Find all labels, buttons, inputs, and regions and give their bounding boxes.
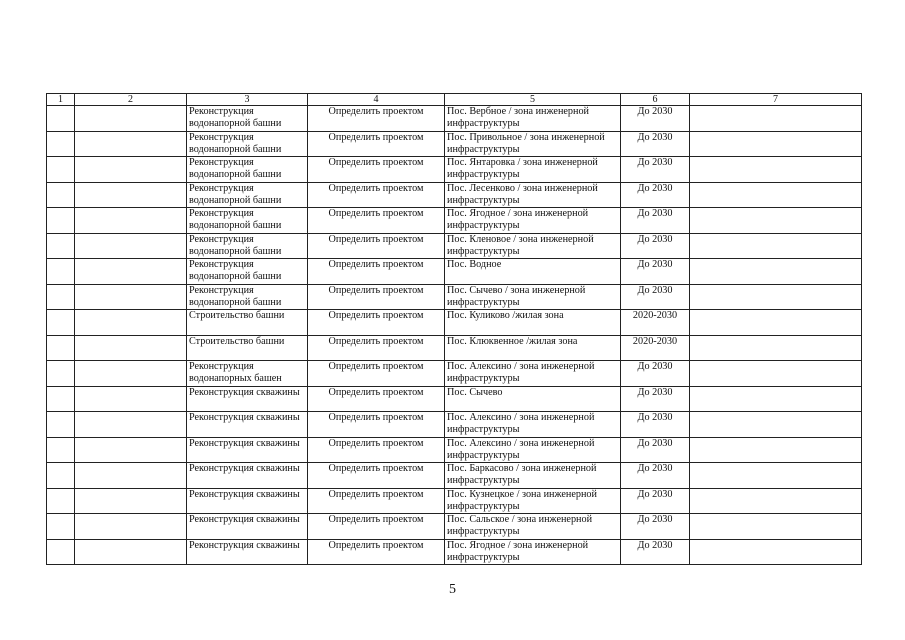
table-row	[47, 488, 862, 514]
table-row	[47, 335, 862, 361]
cell-deadline: До 2030	[621, 208, 690, 234]
cell-parameters: Определить проектом	[308, 131, 445, 157]
table-row	[47, 259, 862, 285]
column-header-6: 6	[621, 94, 690, 106]
cell-work-type: Реконструкция водонапорной башни	[187, 284, 308, 310]
cell-col2	[75, 131, 187, 157]
cell-col7	[690, 514, 862, 540]
cell-col7	[690, 437, 862, 463]
cell-location: Пос. Кленовое / зона инженерной инфраструктуры	[445, 233, 621, 259]
cell-col1	[47, 106, 75, 132]
column-header-1: 1	[47, 94, 75, 106]
cell-deadline: До 2030	[621, 514, 690, 540]
cell-parameters: Определить проектом	[308, 539, 445, 565]
cell-location: Пос. Сальское / зона инженерной инфраструктуры	[445, 514, 621, 540]
cell-col1	[47, 539, 75, 565]
cell-col2	[75, 437, 187, 463]
cell-parameters: Определить проектом	[308, 386, 445, 412]
cell-location: Пос. Ягодное / зона инженерной инфраструктуры	[445, 539, 621, 565]
cell-parameters: Определить проектом	[308, 157, 445, 183]
cell-location: Пос. Ягодное / зона инженерной инфраструктуры	[445, 208, 621, 234]
cell-deadline: До 2030	[621, 361, 690, 387]
cell-col1	[47, 514, 75, 540]
cell-work-type: Реконструкция скважины	[187, 539, 308, 565]
cell-deadline: До 2030	[621, 539, 690, 565]
cell-location: Пос. Алексино / зона инженерной инфраструктуры	[445, 361, 621, 387]
cell-location: Пос. Алексино / зона инженерной инфраструктуры	[445, 412, 621, 438]
cell-work-type: Реконструкция водонапорной башни	[187, 182, 308, 208]
cell-col2	[75, 335, 187, 361]
cell-work-type: Реконструкция водонапорной башни	[187, 131, 308, 157]
cell-work-type: Реконструкция водонапорных башен	[187, 361, 308, 387]
column-header-2: 2	[75, 94, 187, 106]
cell-parameters: Определить проектом	[308, 182, 445, 208]
cell-col2	[75, 361, 187, 387]
cell-col7	[690, 539, 862, 565]
cell-location: Пос. Сычево / зона инженерной инфраструктуры	[445, 284, 621, 310]
cell-col2	[75, 233, 187, 259]
cell-location: Пос. Сычево	[445, 386, 621, 412]
cell-parameters: Определить проектом	[308, 259, 445, 285]
cell-deadline: До 2030	[621, 386, 690, 412]
column-header-4: 4	[308, 94, 445, 106]
table-row	[47, 386, 862, 412]
table-row	[47, 412, 862, 438]
table-row	[47, 208, 862, 234]
cell-deadline: 2020-2030	[621, 310, 690, 336]
cell-col1	[47, 361, 75, 387]
cell-col2	[75, 259, 187, 285]
cell-col1	[47, 310, 75, 336]
cell-deadline: До 2030	[621, 106, 690, 132]
cell-work-type: Реконструкция скважины	[187, 488, 308, 514]
column-header-7: 7	[690, 94, 862, 106]
cell-col1	[47, 488, 75, 514]
cell-location: Пос. Вербное / зона инженерной инфраструктуры	[445, 106, 621, 132]
cell-parameters: Определить проектом	[308, 310, 445, 336]
cell-col2	[75, 412, 187, 438]
table-row	[47, 310, 862, 336]
cell-parameters: Определить проектом	[308, 488, 445, 514]
cell-col1	[47, 233, 75, 259]
cell-col7	[690, 233, 862, 259]
table-row	[47, 463, 862, 489]
cell-deadline: До 2030	[621, 182, 690, 208]
cell-work-type: Реконструкция водонапорной башни	[187, 233, 308, 259]
cell-location: Пос. Куликово /жилая зона	[445, 310, 621, 336]
cell-deadline: До 2030	[621, 488, 690, 514]
cell-col7	[690, 208, 862, 234]
cell-deadline: До 2030	[621, 259, 690, 285]
cell-col7	[690, 106, 862, 132]
table-row	[47, 131, 862, 157]
cell-col1	[47, 157, 75, 183]
cell-work-type: Реконструкция водонапорной башни	[187, 157, 308, 183]
cell-location: Пос. Баркасово / зона инженерной инфраструктуры	[445, 463, 621, 489]
cell-parameters: Определить проектом	[308, 335, 445, 361]
cell-parameters: Определить проектом	[308, 208, 445, 234]
cell-deadline: До 2030	[621, 412, 690, 438]
cell-parameters: Определить проектом	[308, 437, 445, 463]
cell-parameters: Определить проектом	[308, 361, 445, 387]
cell-parameters: Определить проектом	[308, 233, 445, 259]
cell-deadline: До 2030	[621, 233, 690, 259]
cell-parameters: Определить проектом	[308, 106, 445, 132]
cell-col2	[75, 208, 187, 234]
cell-col7	[690, 488, 862, 514]
cell-work-type: Реконструкция скважины	[187, 463, 308, 489]
cell-work-type: Реконструкция скважины	[187, 386, 308, 412]
cell-location: Пос. Водное	[445, 259, 621, 285]
cell-work-type: Реконструкция водонапорной башни	[187, 106, 308, 132]
cell-col7	[690, 182, 862, 208]
cell-col2	[75, 488, 187, 514]
cell-col7	[690, 310, 862, 336]
cell-col2	[75, 284, 187, 310]
cell-work-type: Реконструкция водонапорной башни	[187, 208, 308, 234]
cell-location: Пос. Лесенково / зона инженерной инфраструктуры	[445, 182, 621, 208]
cell-location: Пос. Янтаровка / зона инженерной инфраструктуры	[445, 157, 621, 183]
cell-work-type: Строительство башни	[187, 310, 308, 336]
cell-deadline: До 2030	[621, 284, 690, 310]
cell-deadline: До 2030	[621, 157, 690, 183]
table-row	[47, 106, 862, 132]
cell-parameters: Определить проектом	[308, 412, 445, 438]
data-table	[46, 93, 862, 565]
table-row	[47, 437, 862, 463]
cell-parameters: Определить проектом	[308, 514, 445, 540]
cell-parameters: Определить проектом	[308, 284, 445, 310]
cell-col7	[690, 284, 862, 310]
column-header-3: 3	[187, 94, 308, 106]
cell-col1	[47, 386, 75, 412]
cell-col2	[75, 157, 187, 183]
cell-col7	[690, 335, 862, 361]
table-row	[47, 284, 862, 310]
cell-col2	[75, 539, 187, 565]
cell-col1	[47, 208, 75, 234]
cell-col7	[690, 131, 862, 157]
page-number: 5	[449, 582, 456, 597]
cell-work-type: Реконструкция скважины	[187, 514, 308, 540]
cell-deadline: До 2030	[621, 131, 690, 157]
cell-col1	[47, 284, 75, 310]
cell-location: Пос. Клюквенное /жилая зона	[445, 335, 621, 361]
cell-col2	[75, 182, 187, 208]
table-body	[47, 106, 862, 565]
cell-col1	[47, 259, 75, 285]
table-row	[47, 514, 862, 540]
cell-col1	[47, 182, 75, 208]
cell-location: Пос. Алексино / зона инженерной инфраструктуры	[445, 437, 621, 463]
cell-col2	[75, 310, 187, 336]
table-header-row	[47, 94, 862, 106]
table-row	[47, 233, 862, 259]
cell-col2	[75, 106, 187, 132]
cell-deadline: До 2030	[621, 437, 690, 463]
cell-col7	[690, 412, 862, 438]
cell-col2	[75, 386, 187, 412]
cell-col2	[75, 514, 187, 540]
cell-col7	[690, 386, 862, 412]
table-row	[47, 157, 862, 183]
cell-col1	[47, 463, 75, 489]
cell-col7	[690, 259, 862, 285]
cell-work-type: Реконструкция водонапорной башни	[187, 259, 308, 285]
cell-work-type: Реконструкция скважины	[187, 437, 308, 463]
table-row	[47, 182, 862, 208]
cell-work-type: Реконструкция скважины	[187, 412, 308, 438]
cell-col7	[690, 463, 862, 489]
cell-col1	[47, 131, 75, 157]
cell-deadline: До 2030	[621, 463, 690, 489]
cell-location: Пос. Кузнецкое / зона инженерной инфраструктуры	[445, 488, 621, 514]
cell-col2	[75, 463, 187, 489]
cell-work-type: Строительство башни	[187, 335, 308, 361]
cell-location: Пос. Привольное / зона инженерной инфраструктуры	[445, 131, 621, 157]
cell-col7	[690, 361, 862, 387]
cell-col1	[47, 437, 75, 463]
table-row	[47, 539, 862, 565]
cell-parameters: Определить проектом	[308, 463, 445, 489]
cell-col1	[47, 335, 75, 361]
cell-col7	[690, 157, 862, 183]
table-row	[47, 361, 862, 387]
column-header-5: 5	[445, 94, 621, 106]
cell-deadline: 2020-2030	[621, 335, 690, 361]
cell-col1	[47, 412, 75, 438]
